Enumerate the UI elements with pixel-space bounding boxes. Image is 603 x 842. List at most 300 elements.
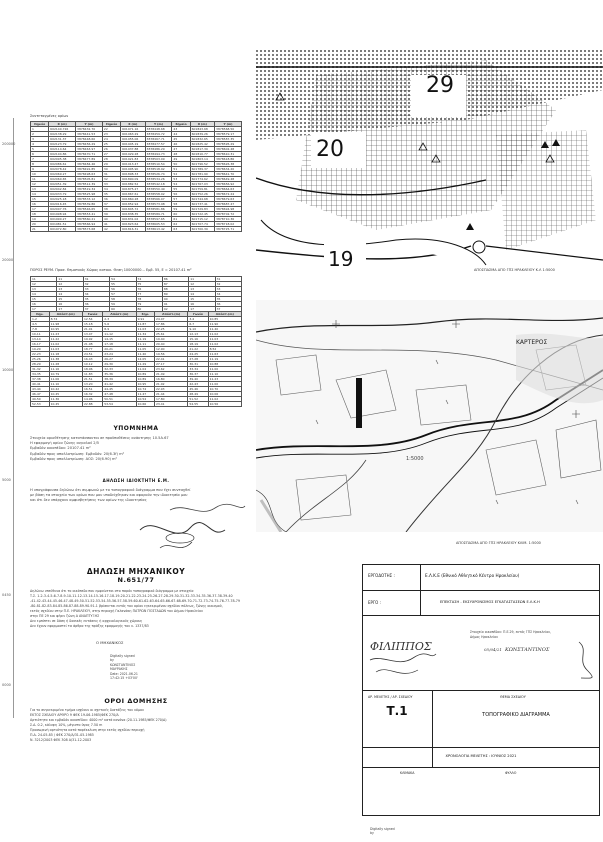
table-cell: 47-48 [103,392,136,397]
table-cell: 77 [136,292,162,297]
table-cell: 60 [172,212,190,217]
table-cell: 3-4 [188,317,208,322]
table-cell: 17-18 [103,342,136,347]
table-cell: 3878687.47 [215,202,242,207]
table-cell: 10.89 [136,372,154,377]
table-cell: 3878710.36 [215,217,242,222]
table-cell: 35-36 [103,372,136,377]
table-cell: 11.38 [49,357,82,362]
table-cell: 36-37 [188,372,208,377]
table-cell: 50 [172,162,190,167]
table-cell: 13 [31,287,57,292]
table-cell: 11.06 [49,377,82,382]
table-cell: 75 [136,282,162,287]
declaration-line: και ότι δεν υπάρχουν αμφισβητήσεις των ορίων της ιδιοκτησίας [30,498,147,503]
zone-label-20: 20 [316,137,344,162]
signature-right-scribble [575,640,595,680]
table-cell: 26 [102,147,120,152]
table-cell: 602095.38 [49,157,76,162]
table-cell: 11.98 [49,322,82,327]
table-cell: 8.52 [208,347,241,352]
table-cell: 16-17 [31,342,50,347]
mechanic-line: -80-81-82-83-84-85-86-87-88-89-90-91-1 βρίσκεται εντός του ορίου εγκεκριμένου σχεδίου πόλεως, ζώνης οικισμού, [30,604,223,608]
table-cell: 12 [31,282,57,287]
building-terms-lines [30,708,244,743]
table-cell: 10.06 [208,392,241,397]
table-cell: 13-14 [31,337,50,342]
table-cell: 17 [189,307,215,312]
table-cell: 41-42 [103,382,136,387]
table-cell: 54 [172,182,190,187]
table-cell: 11.23 [208,377,241,382]
table-cell: 11.29 [136,362,154,367]
table-cell: 37 [83,307,109,312]
declaration-heading: ΔΗΛΩΣΗ ΙΔΙΟΚΤΗΤΗ Ε.Μ. [102,478,170,483]
building-term-line: Για το συγκεκριμένο τμήμα ισχύουν οι σχετικές διατάξεις του νόμου [30,708,144,712]
table-cell: 12.54 [82,317,102,322]
table-cell: 36 [215,302,241,307]
table-cell: 3878477.57 [145,142,172,147]
legend-line: Εμβαδόν οικοπέδου: 20107.41 m² [30,446,91,451]
table-cell: 601774.62 [190,177,214,182]
table-cell: 602131.37 [49,137,76,142]
table-cell: 3878558.02 [145,192,172,197]
table-cell: 602078.42 [49,167,76,172]
table-cell: 602086.61 [49,162,76,167]
area-caption: ΠΟΡΟΣ ΡΕΥΜ. Προσ. Θεματικός Χώρος κατοικ. Θεση 10000000... Εμβ. 55, Ε = 20107.41 m² [30,268,192,272]
legend-line: Εμβαδόν προς απαλλοτρίωση: ΑΟΣ: 20(6.90) m² [30,456,117,461]
legend-lines [30,436,242,462]
mechanic-line: Δεν εμπίπτει σε δάση ή δασικές εκτάσεις ή αρχαιολογικούς χώρους [30,619,143,623]
table-cell: 62 [172,222,190,227]
table-cell: 601744.68 [190,197,214,202]
table-cell: 10.95 [136,382,154,387]
table-cell: 15 [189,297,215,302]
table-cell: 11.02 [208,332,241,337]
table-cell: 601998.94 [49,212,76,217]
table-cell: 43-44 [31,387,50,392]
table-cell: 12.90 [154,347,187,352]
table-cell: 32 [215,282,241,287]
table-cell: 16 [189,302,215,307]
table-cell: 601852.94 [121,202,145,207]
table-cell: 3878518.92 [145,167,172,172]
table-cell: 21.08 [82,342,102,347]
table-cell: 10.95 [49,327,82,332]
table-row [31,402,242,407]
table-cell: 3878486.29 [145,147,172,152]
table-cell: 3878649.48 [215,177,242,182]
table-cell: 601796.52 [190,162,214,167]
scale-label: ΚΛΙΜΑΚΑ [400,771,415,775]
table-cell: 19 [31,217,49,222]
table-cell: 33-34 [188,367,208,372]
table-cell: 25 [102,142,120,147]
table-cell: 3878672.24 [215,192,242,197]
table-cell: 4 [31,142,49,147]
sign-date: 05/04/21 [484,647,502,652]
table-cell: 601781.90 [190,172,214,177]
table-cell: 13 [57,287,83,292]
table-cell: 11.63 [208,352,241,357]
table-cell: 601860.28 [121,197,145,202]
top-map-caption: ΑΠΟΣΠΑΣΜΑ ΑΠΟ ΓΠΣ ΗΡΑΚΛΕΙΟΥ Κ.Λ 1:5000 [474,268,555,272]
table-cell: 601875.27 [121,187,145,192]
table-cell: 10.70 [208,387,241,392]
table-cell: 10.85 [208,317,241,322]
table-cell: 3878610.31 [215,152,242,157]
table-cell: 15.18 [82,322,102,327]
table-cell: 28 [102,157,120,162]
table-cell: 16 [31,302,57,307]
table-cell: 14 [31,192,49,197]
table-cell: 601722.45 [190,212,214,217]
table-cell: 601898.33 [121,172,145,177]
digital-signature-line: by [110,658,114,663]
table-cell: 3878605.53 [145,222,172,227]
table-cell: 602123.79 [49,142,76,147]
table-cell: 10.45 [49,392,82,397]
table-cell: 3878448.60 [76,137,103,142]
table-cell: 10 [31,172,49,177]
table-cell: 601839.26 [190,132,214,137]
table-cell: 10.54 [136,397,154,402]
table-cell: 19.92 [82,337,102,342]
table-cell: 88 [162,287,188,292]
table-cell: 602060.65 [49,177,76,182]
building-term-line: Προσωρινή αρτιότητα κατά παρέκκλιση στην εκτός σχεδίου περιοχή [30,728,145,732]
table-cell: 34 [83,292,109,297]
column-header: Απόστ.(m) [49,312,82,317]
table-cell: 3878566.94 [76,222,103,227]
margin-tick: 5000 [2,478,11,482]
table-cell: 21-22 [188,347,208,352]
table-cell: 25.61 [154,332,187,337]
client-label: ΕΡΓΟΔΟΤΗΣ : [368,573,395,578]
table-cell: 16 [57,302,83,307]
table-cell: 3878533.12 [76,197,103,202]
table-cell: 601972.80 [49,227,76,232]
table-cell: 40-41 [31,382,50,387]
mechanic-line: -41-42-43-44-45-46-47-48-49-50-51-52-53-54-55-56-57-58-59-60-61-62-63-64-65-66-67-68-69-70-71-72-73-74-75-76-77-78-79 [30,599,241,603]
table-cell: 52-53 [31,402,50,407]
table-cell: 11.23 [49,332,82,337]
mechanic-lines [30,589,244,629]
table-cell: 51 [172,167,190,172]
table-cell: 11.03 [208,337,241,342]
table-cell: 3878573.68 [76,227,103,232]
table-cell: 15 [31,197,49,202]
table-cell: 11.02 [208,397,241,402]
table-cell: 601823.64 [121,222,145,227]
table-cell: 3878626.38 [215,162,242,167]
table-cell: 63 [172,227,190,232]
table-cell: 11.16 [49,367,82,372]
building-terms-title: ΟΡΟΙ ΔΟΜΗΣΗΣ [104,697,168,705]
mid-map-scale-label: 1:5000 [406,456,424,462]
table-cell: 601767.03 [190,182,214,187]
column-header: Υ (m) [76,122,103,127]
table-cell: 601817.39 [190,147,214,152]
table-cell: 43 [172,127,190,132]
table-cell: 59 [110,302,136,307]
table-cell: 3878595.29 [215,142,242,147]
table-cell: 21 [31,227,49,232]
legend-line: Η εφαρμογή ορίου ζώνης αιγιαλού 2/5 [30,441,100,446]
table-cell: 39 [102,212,120,217]
table-cell: 58 [110,297,136,302]
column-header: Χ (m) [49,122,76,127]
table-cell: 3878702.72 [215,212,242,217]
table-cell: 6 [31,152,49,157]
table-cell: 17 [31,307,57,312]
table-cell: 18.06 [82,367,102,372]
margin-tick: 20000 [2,258,14,262]
drawing-title-label: ΘΕΜΑ ΣΧΕΔΙΟΥ [500,695,526,699]
table-cell: 21.01 [82,327,102,332]
sheet-label: ΦΥΛΛΟ [505,771,517,775]
legend-line: Εμβαδόν προς απαλλοτρίωση: Εμβαδόν: 20(6.3f) m² [30,451,125,456]
table-cell: 3878656.92 [215,182,242,187]
table-cell: 79 [136,302,162,307]
table-cell: 13.47 [82,332,102,337]
table-cell: 39-40 [188,377,208,382]
table-cell: 22 [102,127,120,132]
client-value: Ε.Λ.Κ.Ε (Εθνικό Αθλητικό Κέντρο Ηρακλείου) [425,573,520,578]
table-cell: 27.17 [154,362,187,367]
bottom-digital-signature [370,827,395,836]
table-cell: 602007.76 [49,207,76,212]
table-cell: 3878587.35 [215,137,242,142]
table-cell: 32-33 [103,367,136,372]
table-cell: 10.79 [49,372,82,377]
mechanic-line: Τ.Σ. 1-2-3-4-5-6-7-8-9-10-11-12-13-14-15-16-17-18-19-20-21-22-23-24-25-26-27-28-29-30-31-32-33-34-35-36-37-38-39-40 [30,594,233,598]
table-cell: 3878526.74 [145,172,172,177]
table-cell: 601882.52 [121,182,145,187]
table-cell: 4-5 [31,322,50,327]
table-cell: 3878510.54 [145,162,172,167]
segments-table [30,311,242,407]
column-header: Απόστ.(m) [208,312,241,317]
mechanic-line: στην ΠΕ 29 και φέρει ζώνη Α ΑΝΑΠΤΥΞΗΣ [30,614,100,618]
location-lines [470,630,551,639]
table-cell: 1-2 [31,317,50,322]
table-cell: 3878459.72 [145,132,172,137]
table-cell: 34-35 [31,372,50,377]
table-cell: 35 [215,297,241,302]
table-cell: 3878568.50 [215,127,242,132]
table-cell: 3878448.68 [145,127,172,132]
table-cell: 601955.06 [121,137,145,142]
table-cell: 89 [162,292,188,297]
table-cell: 51-52 [188,397,208,402]
table-cell: 8.74 [49,317,82,322]
table-cell: 601838.35 [121,212,145,217]
table-cell: 11.04 [136,367,154,372]
table-cell: 601810.77 [190,152,214,157]
table-cell: 17.86 [154,322,187,327]
table-cell: 19-20 [31,347,50,352]
table-cell: 3878467.71 [145,137,172,142]
table-cell: 59 [172,207,190,212]
table-cell: 601843.68 [190,127,214,132]
table-cell: 12-13 [188,332,208,337]
table-cell: 11.03 [49,347,82,352]
table-cell: 32 [102,177,120,182]
table-cell: 7 [31,157,49,162]
table-cell: 601759.81 [190,187,214,192]
table-cell: 10.66 [136,402,154,407]
table-cell: 19.40 [154,337,187,342]
mechanic-line: Δηλώνω υπεύθυνα ότι το οικόπεδο που εμφαίνεται στο παρόν τοπογραφικό διάγραμμα με στοιχεία [30,589,194,593]
table-cell: 3878581.86 [145,207,172,212]
column-header: Σημείο [102,122,120,127]
table-cell: 31 [83,277,109,282]
area-table [30,276,242,312]
table-cell: 12 [189,282,215,287]
table-cell: 8 [31,162,49,167]
table-cell: 601825.42 [190,142,214,147]
table-cell: 3878566.07 [145,197,172,202]
margin-tick: 10000 [2,368,14,372]
table-cell: 44-45 [103,387,136,392]
table-cell: 3878641.70 [215,172,242,177]
table-cell: 3878456.29 [76,142,103,147]
signature-left-scribble [368,650,438,686]
table-cell: 16 [31,202,49,207]
column-header: Υ (m) [145,122,172,127]
table-cell: 10.89 [136,377,154,382]
building-term-line: Ν. 3212/2003 ΦΕΚ 308 Α/31-12-2003 [30,738,92,742]
table-cell: 90 [162,297,188,302]
digital-signature-line: by [370,831,374,836]
table-cell: 3878613.42 [145,227,172,232]
table-cell: 3878432.70 [76,127,103,132]
table-cell: 12 [57,282,83,287]
table-cell: 3878491.85 [76,167,103,172]
table-cell: 3878503.09 [145,157,172,162]
table-cell: 11-12 [103,332,136,337]
table-cell: 11.19 [208,357,241,362]
building-term-line: ΕΚΤΟΣ ΣΧΕΔΙΟΥ ΑΡΘΡΟ 9 ΦΕΚ 19-06-1985/ΦΕΚ 270/Δ [30,713,119,717]
table-cell: 48-49 [188,392,208,397]
table-cell: 74 [136,277,162,282]
location-line: Στοιχεία οικοπέδου: Π.Ε.29, εκτός ΓΠΣ Ηρακλείου, [470,630,552,634]
table-cell: 18.77 [82,347,102,352]
table-cell: 601971.16 [121,127,145,132]
table-cell: 22.93 [154,387,187,392]
table-cell: 16.51 [82,387,102,392]
table-cell: 3878441.53 [76,132,103,137]
table-cell: 31 [215,277,241,282]
table-cell: 45-46 [188,387,208,392]
table-cell: 21.51 [82,377,102,382]
mechanic-digital-signature [110,654,138,680]
mechanic-law: Ν.651/77 [117,576,155,584]
table-cell: 3 [31,137,49,142]
table-cell: 3878494.73 [145,152,172,157]
table-cell: 11.28 [49,362,82,367]
table-cell: 11.18 [49,352,82,357]
table-cell: 17 [31,207,49,212]
signature-right: ΚΩΝΣΤΑΝΤΙΝΟΣ [505,647,550,653]
table-cell: 61 [172,217,190,222]
table-cell: 58 [172,202,190,207]
table-cell: 55 [172,187,190,192]
table-cell: 56 [110,287,136,292]
table-cell: 3878618.86 [215,157,242,162]
column-header: Γωνία [82,312,102,317]
date-line: ΧΡΟΝΟΛΟΓΙΑ ΜΕΛΕΤΗΣ : ΙΟΥΝΙΟΣ 2021 [445,754,517,758]
table-cell: 21.02 [154,382,187,387]
table-cell: 54-55 [188,402,208,407]
table-cell: 42 [102,227,120,232]
column-header: Σημ. [136,312,154,317]
table-cell: 24.07 [154,317,187,322]
digital-signature-line: ΚΩΝΣΤΑΝΤΙΝΟΣ [110,662,136,667]
table-cell: 20 [31,222,49,227]
table-cell: 12 [31,182,49,187]
table-cell: 16.43 [82,357,102,362]
table-cell: 44 [172,132,190,137]
table-cell: 3878550.49 [145,187,172,192]
drawing-number: Τ.1 [386,704,408,718]
table-cell: 3878725.71 [215,227,242,232]
table-cell: 36 [83,302,109,307]
zone-label-19: 19 [328,247,354,266]
table-cell: 11.00 [208,382,241,387]
table-cell: 602033.79 [49,192,76,197]
table-cell: 9.91 [136,317,154,322]
table-cell: 3878694.98 [215,207,242,212]
table-cell: 11 [31,177,49,182]
table-cell: 23 [102,132,120,137]
table-cell: 19.56 [154,352,187,357]
table-cell: 33 [102,182,120,187]
table-cell: 7-8 [31,327,50,332]
table-cell: 11.19 [136,337,154,342]
table-cell: 3878519.34 [76,187,103,192]
table-cell: 87 [162,282,188,287]
table-cell: 601990.27 [49,217,76,222]
table-cell: 8-9 [103,327,136,332]
table-cell: 602114.64 [49,147,76,152]
table-cell: 23.62 [154,367,187,372]
table-cell: 3878664.63 [215,187,242,192]
column-header: Σημ. [31,312,50,317]
table-cell: 47 [172,147,190,152]
table-cell: 28-29 [31,362,50,367]
table-cell: 24-25 [188,352,208,357]
table-cell: 11 [31,277,57,282]
signature-left: ΦΙΛΙΠΠΟΣ [370,640,432,653]
table-cell: 76 [136,287,162,292]
table-cell: 18 [31,212,49,217]
table-cell: 10.12 [82,362,102,367]
table-cell: 601715.12 [190,217,214,222]
table-cell: 29-30 [103,362,136,367]
table-cell: 11.10 [208,372,241,377]
table-cell: 24.51 [82,352,102,357]
column-header: Χ (m) [190,122,214,127]
table-cell: 56 [172,192,190,197]
table-cell: 601905.90 [121,167,145,172]
digital-signature-line: ΜΑΥΡΑΚΗΣ [110,667,128,672]
mid-map-caption: ΑΠΟΣΠΑΣΜΑ ΑΠΟ ΓΠΣ ΗΡΑΚΛΕΙΟΥ ΚΛΙΜ. 1:5000 [456,541,541,545]
table-cell: 602138.29 [49,132,76,137]
table-cell: 3878542.18 [145,182,172,187]
table-cell: 42-43 [188,382,208,387]
